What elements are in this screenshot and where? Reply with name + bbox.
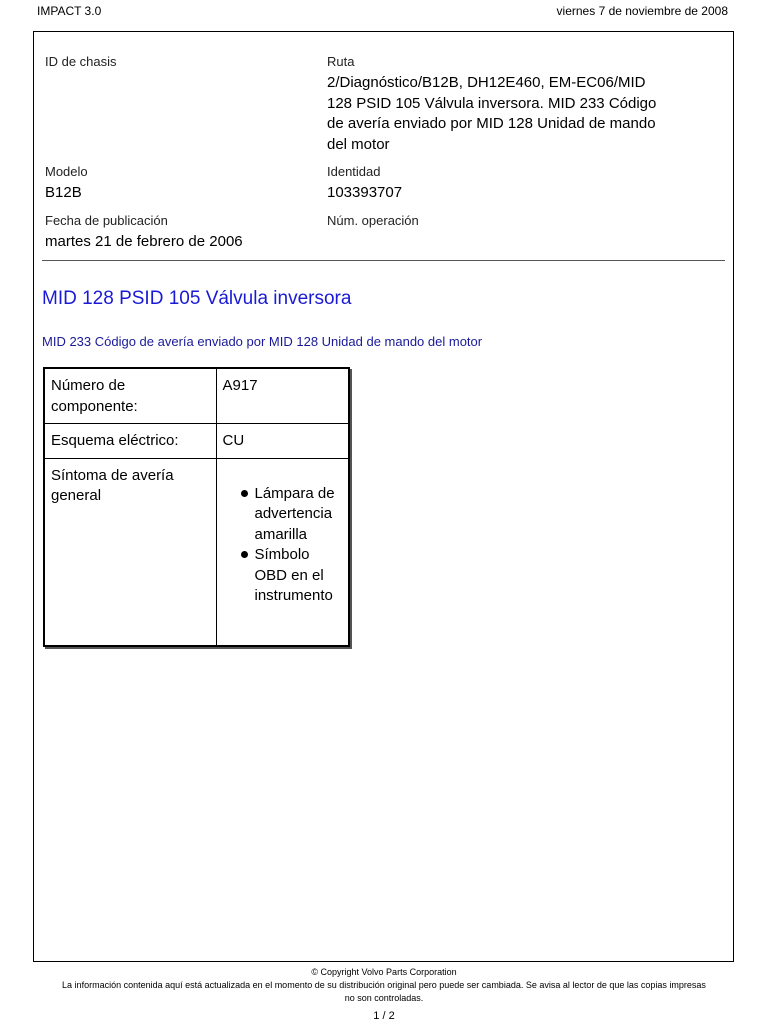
model-label: Modelo (45, 164, 88, 179)
print-date: viernes 7 de noviembre de 2008 (556, 4, 728, 18)
section-divider (42, 260, 725, 261)
disclaimer-text: La información contenida aquí está actualizada en el momento de su distribución original pero puede ser cambiada. Se avisa al lector de que las copias impresas no son controladas. (62, 980, 706, 1003)
document-title: MID 128 PSID 105 Válvula inversora (42, 288, 352, 309)
list-item: Símbolo OBD en el instrumento (255, 545, 345, 607)
page-header (37, 4, 728, 20)
pubdate-label: Fecha de publicación (45, 213, 168, 228)
component-number-label: Número de componente: (44, 368, 216, 424)
identity-label: Identidad (327, 164, 381, 179)
page-footer (40, 966, 728, 1005)
wiring-diagram-value: CU (216, 424, 349, 459)
component-table (43, 367, 350, 647)
chassis-block (45, 54, 365, 73)
identity-block (327, 164, 667, 204)
table-row (44, 368, 349, 424)
pubdate-value: martes 21 de febrero de 2006 (45, 233, 243, 250)
model-block (45, 164, 365, 204)
list-item: Lámpara de advertencia amarilla (255, 484, 345, 546)
symptom-list (217, 484, 345, 607)
route-block (327, 54, 667, 155)
page-number: 1 / 2 (373, 1010, 395, 1022)
copyright-text: © Copyright Volvo Parts Corporation (311, 967, 457, 977)
model-value: B12B (45, 184, 82, 201)
chassis-label: ID de chasis (45, 54, 117, 69)
opnum-label: Núm. operación (327, 213, 419, 228)
wiring-diagram-label: Esquema eléctrico: (44, 424, 216, 459)
pubdate-block (45, 213, 365, 253)
route-value: 2/Diagnóstico/B12B, DH12E460, EM-EC06/MID 128 PSID 105 Válvula inversora. MID 233 Código de avería enviado por MID 128 Unidad de mando del motor (327, 74, 657, 153)
document-subtitle: MID 233 Código de avería enviado por MID 128 Unidad de mando del motor (42, 334, 483, 349)
route-label: Ruta (327, 54, 355, 69)
table-row (44, 424, 349, 459)
opnum-block (327, 213, 667, 232)
app-name: IMPACT 3.0 (37, 4, 102, 18)
document-frame (33, 31, 734, 962)
symptom-label: Síntoma de avería general (44, 458, 216, 646)
identity-value: 103393707 (327, 184, 403, 201)
symptom-value (216, 458, 349, 646)
table-row (44, 458, 349, 646)
component-number-value: A917 (216, 368, 349, 424)
